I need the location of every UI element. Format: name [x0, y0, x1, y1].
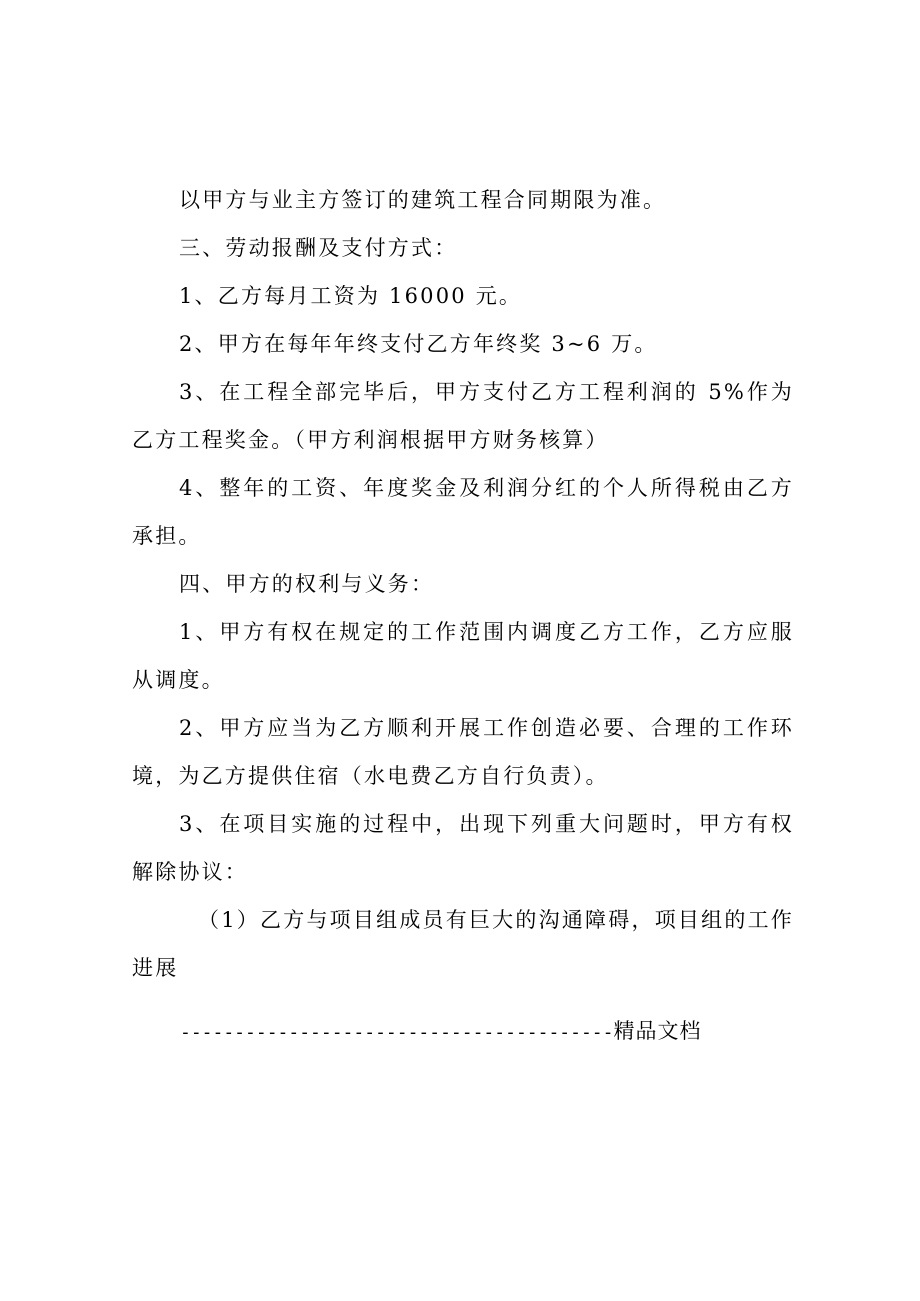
- paragraph-termination-right: 3、在项目实施的过程中，出现下列重大问题时，甲方有权解除协议：: [132, 812, 794, 884]
- paragraph-termination-condition-1: （1）乙方与项目组成员有巨大的沟通障碍，项目组的工作进展: [132, 908, 794, 980]
- page-footer: [180, 1013, 701, 1051]
- paragraph-project-bonus: 3、在工程全部完毕后，甲方支付乙方工程利润的 5%作为乙方工程奖金。（甲方利润根据甲方财务核算）: [132, 380, 794, 452]
- paragraph-work-environment: 2、甲方应当为乙方顺利开展工作创造必要、合理的工作环境，为乙方提供住宿（水电费乙方自行负责）。: [132, 716, 794, 788]
- paragraph-dispatch-right: 1、甲方有权在规定的工作范围内调度乙方工作，乙方应服从调度。: [132, 620, 794, 692]
- document-body: [132, 176, 794, 992]
- section-heading-party-a-rights: 四、甲方的权利与义务：: [179, 572, 435, 596]
- paragraph-income-tax: 4、整年的工资、年度奖金及利润分红的个人所得税由乙方承担。: [132, 476, 794, 548]
- section-heading-remuneration: 三、劳动报酬及支付方式：: [179, 236, 458, 260]
- paragraph-contract-term: 以甲方与业主方签订的建筑工程合同期限为准。: [179, 188, 667, 212]
- footer-dash-line: ----------------------------------------: [180, 1022, 614, 1043]
- footer-label: 精品文档: [613, 1019, 702, 1043]
- paragraph-year-end-bonus: 2、甲方在每年年终支付乙方年终奖 3~6 万。: [179, 332, 658, 356]
- paragraph-monthly-salary: 1、乙方每月工资为 16000 元。: [179, 284, 523, 308]
